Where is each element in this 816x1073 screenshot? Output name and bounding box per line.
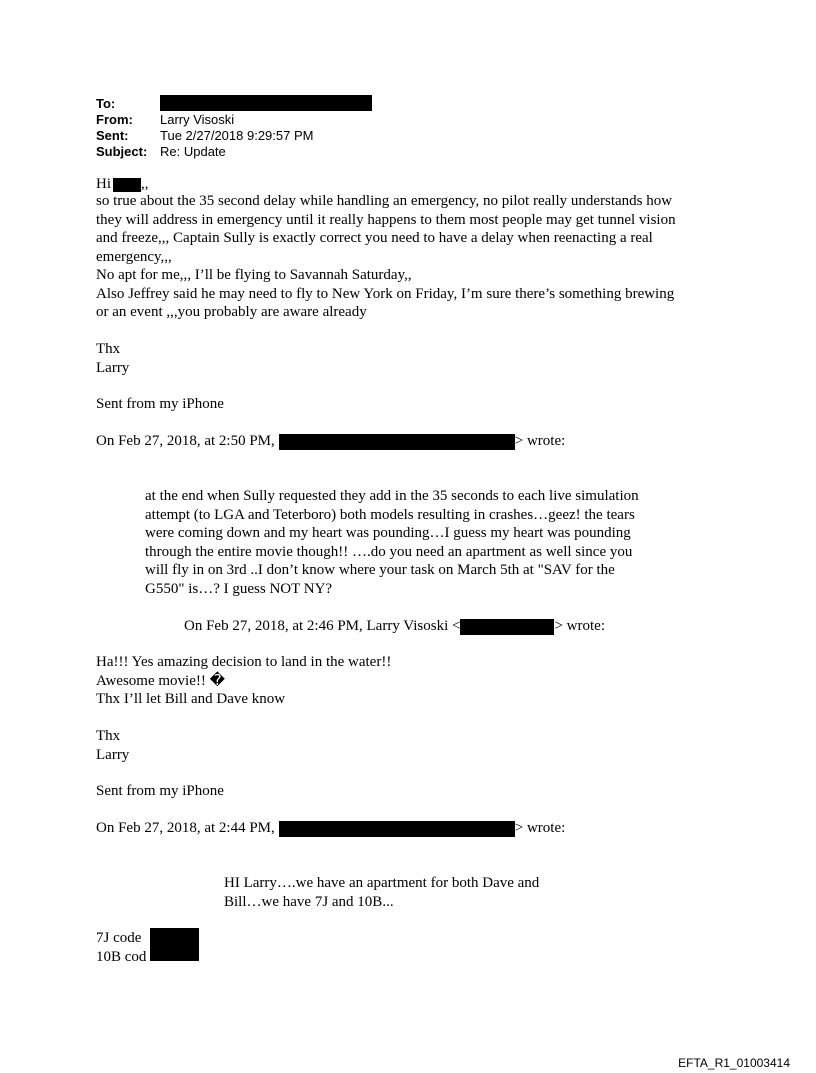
message1-sent-from: Sent from my iPhone xyxy=(96,396,224,412)
message2-line-2: Thx I’ll let Bill and Dave know xyxy=(96,691,286,707)
wrote-suffix-3: > wrote: xyxy=(514,820,566,836)
message1-line-2: and freeze,,, Captain Sully is exactly correct you need to have a delay when reenacting a real xyxy=(96,230,653,246)
message1-wrote-line xyxy=(96,432,565,451)
header-from xyxy=(96,112,234,128)
wrote-suffix-1: > wrote: xyxy=(514,433,566,449)
message2-line-1: Awesome movie!! � xyxy=(96,672,225,689)
from-value: Larry Visoski xyxy=(160,112,235,127)
message2-name: Larry xyxy=(96,746,130,763)
from-label: From: xyxy=(96,112,133,127)
quote1-wrote-line xyxy=(184,617,605,636)
message1-thx: Thx xyxy=(96,341,121,357)
greeting-tail: ,, xyxy=(141,176,149,192)
sent-label: Sent: xyxy=(96,128,129,143)
quote1-line-5: G550" is…? I guess NOT NY? xyxy=(145,580,333,597)
quote1-line-4: will fly in on 3rd ..I don’t know where your task on March 5th at "SAV for the xyxy=(145,562,615,578)
quote1-line-2: were coming down and my heart was pounding…I guess my heart was pounding xyxy=(145,525,631,541)
header-subject xyxy=(96,144,226,160)
subject-label: Subject: xyxy=(96,144,148,159)
quote2-line-0: HI Larry….we have an apartment for both Dave and xyxy=(224,875,540,891)
wrote-prefix-1: On Feb 27, 2018, at 2:50 PM, xyxy=(96,433,275,449)
redaction-email-2 xyxy=(460,619,554,635)
redaction-sender-3 xyxy=(279,821,515,837)
quote1-line-0: at the end when Sully requested they add in the 35 seconds to each live simulation xyxy=(145,488,639,504)
message1-name: Larry xyxy=(96,359,130,376)
quote2-line-1: Bill…we have 7J and 10B... xyxy=(224,893,394,910)
code-line-7j: 7J code xyxy=(96,930,142,946)
message2-sent-from: Sent from my iPhone xyxy=(96,783,224,799)
bates-number: EFTA_R1_01003414 xyxy=(678,1056,790,1070)
message1-line-0: so true about the 35 second delay while handling an emergency, no pilot really understands how xyxy=(96,193,673,209)
sent-value: Tue 2/27/2018 9:29:57 PM xyxy=(160,128,314,143)
message2-line-0: Ha!!! Yes amazing decision to land in the water!! xyxy=(96,654,392,670)
header-sent xyxy=(96,128,313,144)
redaction-to xyxy=(160,95,372,111)
redaction-name xyxy=(113,178,141,192)
code-line-10b: 10B cod xyxy=(96,948,147,965)
message2-wrote-line xyxy=(96,819,565,838)
message1-line-6: or an event ,,,you probably are aware already xyxy=(96,304,367,320)
redaction-codes xyxy=(150,928,199,961)
wrote-suffix-2: > wrote: xyxy=(554,618,605,634)
redaction-sender-1 xyxy=(279,434,515,450)
wrote-prefix-2: On Feb 27, 2018, at 2:46 PM, Larry Visoski < xyxy=(184,618,461,634)
header-to xyxy=(96,96,160,112)
message1-line-4: No apt for me,,, I’ll be flying to Savannah Saturday,, xyxy=(96,267,412,283)
greeting-hi: Hi xyxy=(96,176,111,192)
message1-line-5: Also Jeffrey said he may need to fly to New York on Friday, I’m sure there’s something brewing xyxy=(96,285,675,302)
quote1-line-1: attempt (to LGA and Teterboro) both models resulting in crashes…geez! the tears xyxy=(145,506,635,523)
quote1-line-3: through the entire movie though!! ….do you need an apartment as well since you xyxy=(145,543,633,560)
greeting xyxy=(96,175,149,194)
message2-thx: Thx xyxy=(96,728,121,744)
message1-line-1: they will address in emergency until it really happens to them most people may get tunnel vision xyxy=(96,211,676,228)
subject-value: Re: Update xyxy=(160,144,226,159)
message1-line-3: emergency,,, xyxy=(96,248,172,265)
wrote-prefix-3: On Feb 27, 2018, at 2:44 PM, xyxy=(96,820,275,836)
to-label: To: xyxy=(96,96,116,111)
